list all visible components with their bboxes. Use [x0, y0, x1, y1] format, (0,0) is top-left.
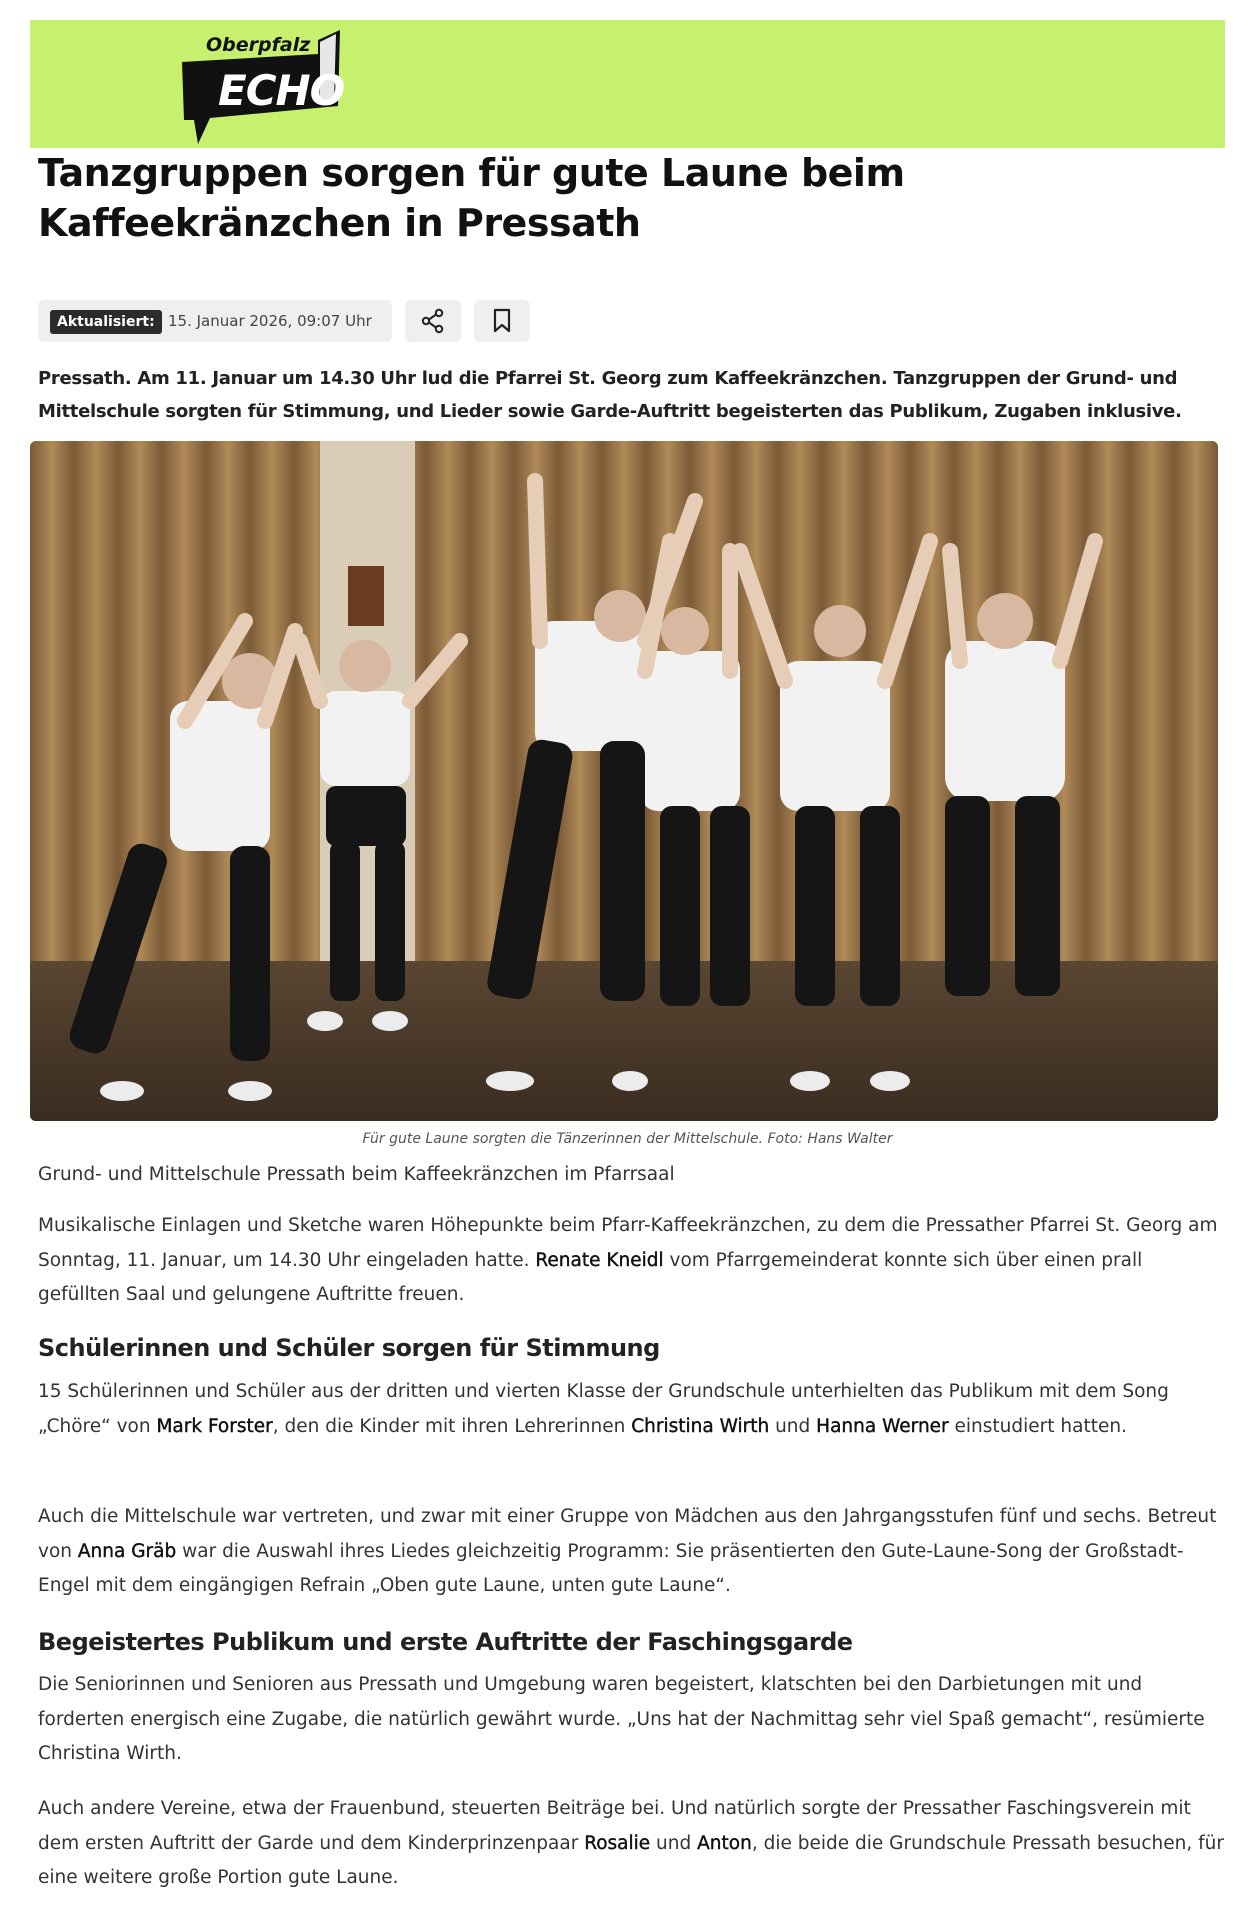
- person-name: Renate Kneidl: [535, 1249, 664, 1271]
- subheading-2: Begeistertes Publikum und erste Auftritte der Faschingsgarde: [38, 1628, 853, 1656]
- share-button[interactable]: [405, 300, 461, 342]
- paragraph-2-text-b: , den die Kinder mit ihren Lehrerinnen: [272, 1415, 632, 1437]
- photo-caption: Für gute Laune sorgten die Tänzerinnen der Mittelschule. Foto: Hans Walter: [362, 1131, 893, 1147]
- site-header: [30, 20, 1225, 148]
- updated-label: Aktualisiert:: [50, 310, 162, 334]
- paragraph-2-text-c: und: [769, 1415, 817, 1437]
- updated-date: 15. Januar 2026, 09:07 Uhr: [168, 312, 372, 330]
- dancers-photo-illustration: [30, 441, 1218, 1121]
- person-name: Christina Wirth: [631, 1415, 770, 1437]
- paragraph-5-text-b: und: [650, 1832, 698, 1854]
- paragraph-2-text-d: einstudiert hatten.: [948, 1415, 1127, 1437]
- person-name: Rosalie: [584, 1832, 651, 1854]
- intro-line: Grund- und Mittelschule Pressath beim Kaffeekränzchen im Pfarrsaal: [38, 1164, 675, 1185]
- subheading-1: Schülerinnen und Schüler sorgen für Stimmung: [38, 1334, 660, 1362]
- article-lead: Pressath. Am 11. Januar um 14.30 Uhr lud die Pfarrei St. Georg zum Kaffeekränzchen. Tanzgruppen der Grund- und Mittelschule sorgten für Stimmung, und Lieder sowie Garde-Auftritt begeisterten das Publikum, Zugaben inklusive.: [38, 368, 1182, 422]
- article-title: Tanzgruppen sorgen für gute Laune beim Kaffeekränzchen in Pressath: [38, 151, 905, 245]
- bookmark-icon: [491, 308, 513, 334]
- paragraph-2: [38, 1375, 1228, 1444]
- brand-logo[interactable]: [170, 22, 400, 152]
- paragraph-5: [38, 1792, 1228, 1896]
- paragraph-1-text-a: Musikalische Einlagen und Sketche waren Höhepunkte beim Pfarr-Kaffeekränzchen, zu dem die Pressather Pfarrei St. Georg am Sonntag, 11. Januar, um 14.30 Uhr eingeladen hatte.: [38, 1215, 1218, 1271]
- paragraph-3-text-b: war die Auswahl ihres Liedes gleichzeitig Programm: Sie präsentierten den Gute-Laune-Song der Großstadt-Engel mit dem eingängigen Refrain „Oben gute Laune, unten gute Laune“.: [38, 1540, 1184, 1596]
- person-name: Anton: [697, 1832, 752, 1854]
- article-meta: [38, 300, 392, 342]
- brand-name-small: Oberpfalz: [206, 34, 311, 56]
- paragraph-5-text-c: , die beide die Grundschule Pressath besuchen, für eine weitere große Portion gute Laune.: [38, 1832, 1224, 1888]
- paragraph-3-text-a: Auch die Mittelschule war vertreten, und zwar mit einer Gruppe von Mädchen aus den Jahrgangsstufen fünf und sechs. Betreut von: [38, 1506, 1217, 1562]
- paragraph-5-text-a: Auch andere Vereine, etwa der Frauenbund, steuerten Beiträge bei. Und natürlich sorgte der Pressather Faschingsverein mit dem ersten Auftritt der Garde und dem Kinderprinzenpaar: [38, 1798, 1191, 1854]
- paragraph-3: [38, 1500, 1228, 1604]
- share-icon: [420, 308, 446, 334]
- article-photo: [30, 441, 1218, 1121]
- person-name: Hanna Werner: [816, 1415, 949, 1437]
- person-name: Mark Forster: [156, 1415, 273, 1437]
- paragraph-1: [38, 1209, 1228, 1313]
- person-name: Anna Gräb: [77, 1540, 177, 1562]
- brand-name-big: ECHO: [218, 66, 345, 115]
- paragraph-2-text-a: 15 Schülerinnen und Schüler aus der dritten und vierten Klasse der Grundschule unterhielten das Publikum mit dem Song „Chöre“ von: [38, 1381, 1169, 1437]
- paragraph-4: Die Seniorinnen und Senioren aus Pressath und Umgebung waren begeistert, klatschten bei den Darbietungen mit und forderten energisch eine Zugabe, die natürlich gewährt wurde. „Uns hat der Nachmittag sehr viel Spaß gemacht“, resümierte Christina Wirth.: [38, 1674, 1205, 1764]
- paragraph-1-text-b: vom Pfarrgemeinderat konnte sich über einen prall gefüllten Saal und gelungene Auftritte freuen.: [38, 1249, 1143, 1305]
- bookmark-button[interactable]: [474, 300, 530, 342]
